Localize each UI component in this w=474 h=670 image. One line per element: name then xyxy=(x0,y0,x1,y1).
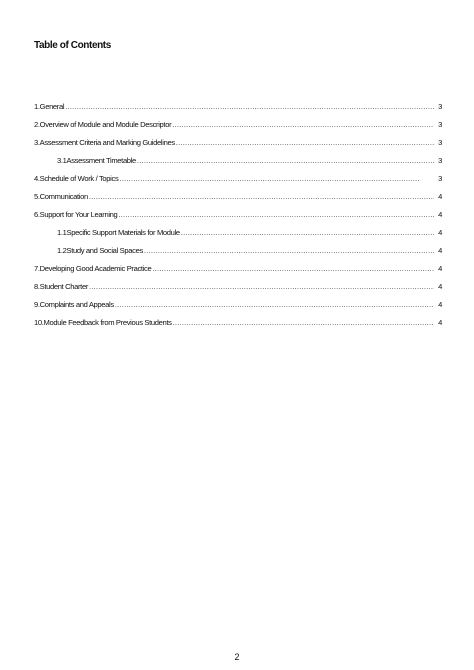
toc-dot-leader xyxy=(152,264,434,273)
toc-entry-label: 2.Overview of Module and Module Descriptor xyxy=(34,120,172,129)
toc-entry-support[interactable] xyxy=(34,210,442,228)
toc-entry-student-charter[interactable] xyxy=(34,282,442,300)
toc-entry-page: 3 xyxy=(438,156,442,165)
toc-dot-leader xyxy=(176,138,434,147)
toc-entry-label: 9.Complaints and Appeals xyxy=(34,300,114,309)
toc-entry-page: 3 xyxy=(438,102,442,111)
toc-dot-leader xyxy=(118,210,434,219)
toc-entry-overview[interactable] xyxy=(34,120,442,138)
toc-dot-leader xyxy=(144,246,434,255)
toc-entry-page: 4 xyxy=(438,282,442,291)
toc-dot-leader xyxy=(137,156,434,165)
toc-entry-support-materials[interactable] xyxy=(34,228,442,246)
toc-entry-label: 5.Communication xyxy=(34,192,88,201)
toc-dot-leader xyxy=(119,174,420,183)
page-number: 2 xyxy=(234,652,240,662)
toc-entry-page: 4 xyxy=(438,300,442,309)
toc-entry-general[interactable] xyxy=(34,102,442,120)
toc-entry-page: 3 xyxy=(438,120,442,129)
toc-dot-leader xyxy=(181,228,434,237)
toc-entry-page: 4 xyxy=(438,318,442,327)
toc-entry-study-spaces[interactable] xyxy=(34,246,442,264)
toc-entry-label: 6.Support for Your Learning xyxy=(34,210,118,219)
toc-entry-module-feedback[interactable] xyxy=(34,318,442,336)
toc-entry-label: 1.1Specific Support Materials for Module xyxy=(57,228,180,237)
toc-entry-page: 3 xyxy=(438,138,442,147)
toc-entry-label: 7.Developing Good Academic Practice xyxy=(34,264,152,273)
toc-entry-page: 4 xyxy=(438,264,442,273)
toc-entry-assessment-timetable[interactable] xyxy=(34,156,442,174)
toc-dot-leader xyxy=(65,102,434,111)
toc-entry-label: 8.Student Charter xyxy=(34,282,88,291)
toc-entry-label: 1.2Study and Social Spaces xyxy=(57,246,143,255)
toc-entry-schedule[interactable] xyxy=(34,174,442,192)
toc-entry-page: 4 xyxy=(438,246,442,255)
toc-entry-communication[interactable] xyxy=(34,192,442,210)
toc-entry-label: 1.General xyxy=(34,102,65,111)
toc-dot-leader xyxy=(89,192,434,201)
toc-entry-assessment-criteria[interactable] xyxy=(34,138,442,156)
toc-entry-page: 4 xyxy=(438,210,442,219)
toc-entry-academic-practice[interactable] xyxy=(34,264,442,282)
toc-dot-leader xyxy=(115,300,434,309)
toc-entry-label: 3.1Assessment Timetable xyxy=(57,156,136,165)
toc-entry-complaints[interactable] xyxy=(34,300,442,318)
toc-entry-page: 4 xyxy=(438,228,442,237)
toc-list xyxy=(34,102,442,336)
toc-dot-leader xyxy=(89,282,434,291)
toc-entry-label: 4.Schedule of Work / Topics xyxy=(34,174,119,183)
toc-entry-page: 3 xyxy=(438,174,442,183)
toc-entry-page: 4 xyxy=(438,192,442,201)
toc-dot-leader xyxy=(172,120,434,129)
toc-entry-label: 3.Assessment Criteria and Marking Guidelines xyxy=(34,138,175,147)
toc-title: Table of Contents xyxy=(34,40,111,51)
toc-dot-leader xyxy=(173,318,434,327)
toc-entry-label: 10.Module Feedback from Previous Students xyxy=(34,318,172,327)
